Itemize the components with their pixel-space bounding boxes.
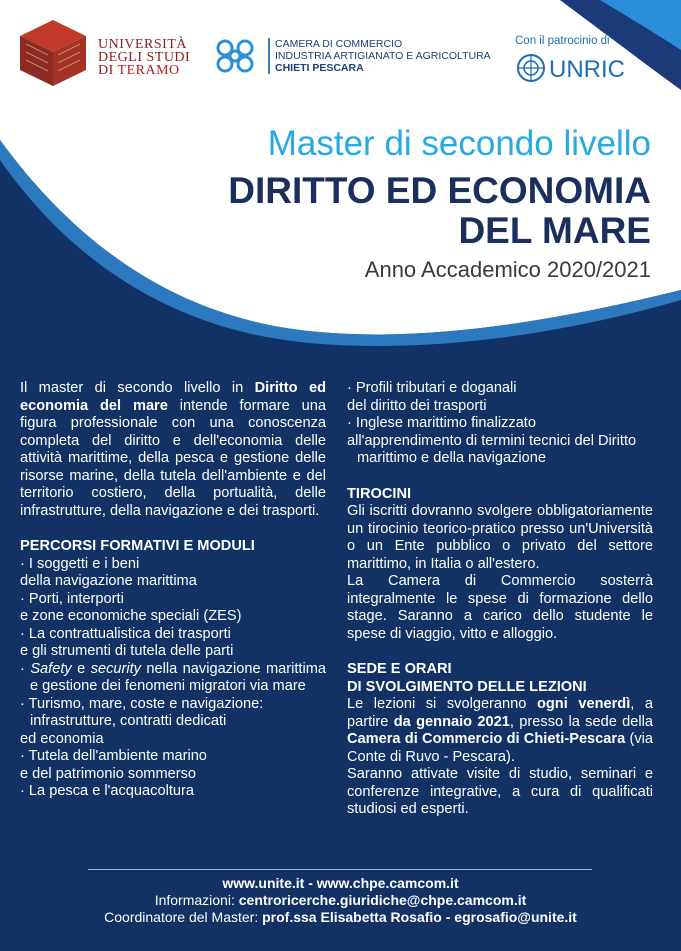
sede-heading bbox=[347, 661, 653, 696]
module-item bbox=[347, 415, 653, 468]
unite-cube-logo bbox=[18, 18, 88, 88]
unite-line1: UNIVERSITÀ bbox=[98, 37, 187, 52]
unric-text: UNRIC bbox=[549, 56, 625, 83]
safety-a: · bbox=[20, 660, 31, 677]
academic-year: Anno Accademico 2020/2021 bbox=[364, 257, 651, 282]
percorsi-heading: PERCORSI FORMATIVI E MODULI bbox=[20, 538, 255, 554]
unite-line3 bbox=[98, 64, 190, 77]
module-item-line2: del diritto dei trasporti bbox=[347, 397, 487, 414]
intro-paragraph bbox=[20, 380, 326, 520]
safety-c: e bbox=[71, 660, 91, 677]
sede-paragraph bbox=[347, 696, 653, 766]
module-item bbox=[20, 748, 326, 783]
module-item-line1: · La contrattualistica dei trasporti bbox=[20, 625, 231, 642]
module-item-line1: · Profili tributari e doganali bbox=[347, 380, 517, 396]
module-item-line1: · Porti, interporti bbox=[20, 590, 124, 607]
title-block bbox=[91, 125, 651, 283]
footer-coordinator bbox=[0, 909, 681, 926]
chpe-line1: CAMERA DI COMMERCIO bbox=[275, 38, 403, 50]
tirocini-p1: Gli iscritti dovranno svolgere obbligatoriamente un tirocinio teorico-pratico presso un'Università o un Ente pubblico o privato del settore marittimo, in Italia o all'estero. bbox=[347, 503, 653, 572]
module-item-line2: all'apprendimento di termini tecnici del Diritto marittimo e della navigazione bbox=[347, 432, 637, 466]
module-item-line2: ed economia bbox=[20, 730, 104, 747]
module-item bbox=[20, 783, 326, 801]
sede-heading-line1: SEDE E ORARI bbox=[347, 661, 452, 677]
tirocini-p2: La Camera di Commercio sosterrà integralmente le spese di formazione dello stage. Saranno a carico dello studente le spese di viaggio, vitto e alloggio. bbox=[347, 573, 653, 642]
intro-a: Il master di secondo livello in bbox=[20, 380, 255, 396]
module-item-line2: e del patrimonio sommerso bbox=[20, 765, 197, 782]
module-item-line1: · Inglese marittimo finalizzato bbox=[347, 415, 536, 431]
sede-p2: Saranno attivate visite di studio, seminari e conferenze integrative, a cura di qualificati studiosi ed esperti. bbox=[347, 766, 653, 817]
patrocinio-label: Con il patrocinio di bbox=[515, 35, 610, 47]
chpe-line3-text: CHIETI PESCARA bbox=[275, 62, 364, 74]
safety-e: nella navigazione marittima e gestione dei fenomeni migratori via mare bbox=[30, 660, 327, 694]
module-item bbox=[347, 380, 653, 415]
module-item bbox=[20, 556, 326, 591]
info-email-link[interactable]: centroricerche.giuridiche@chpe.camcom.it bbox=[238, 892, 527, 908]
unite-line3-b: TERAMO bbox=[117, 63, 180, 78]
module-item bbox=[20, 626, 326, 661]
left-column bbox=[20, 380, 326, 801]
title-main-line2: DEL MARE bbox=[458, 210, 651, 251]
footer-divider bbox=[88, 869, 592, 870]
footer-info bbox=[0, 892, 681, 909]
title-main bbox=[91, 171, 651, 251]
chpe-line3 bbox=[275, 62, 491, 74]
module-item-line1: · La pesca e l'acquacoltura bbox=[20, 783, 194, 799]
right-column bbox=[347, 380, 653, 819]
tirocini-heading: TIROCINI bbox=[347, 485, 412, 502]
module-item-line2: e gli strumenti di tutela delle parti bbox=[20, 643, 234, 659]
sede-g: (via Conte di Ruvo - Pescara). bbox=[347, 731, 653, 765]
unric-logo bbox=[515, 50, 625, 86]
module-item-line1: · Tutela dell'ambiente marino bbox=[20, 748, 207, 764]
coord-label: Coordinatore del Master: bbox=[104, 909, 263, 925]
footer bbox=[0, 875, 681, 926]
sede-b: ogni venerdì bbox=[536, 696, 631, 712]
sede-heading-line2: DI SVOLGIMENTO DELLE LEZIONI bbox=[347, 678, 587, 695]
safety-d: security bbox=[90, 660, 141, 677]
module-item-line1: · Turismo, mare, coste e navigazione: infrastrutture, contratti dedicati bbox=[20, 695, 264, 729]
sede-c: , a partire bbox=[347, 696, 654, 730]
info-label: Informazioni: bbox=[154, 892, 239, 908]
unite-line3-a: DI bbox=[98, 63, 118, 78]
title-main-line1: DIRITTO ED ECONOMIA bbox=[228, 170, 651, 211]
title-subtitle: Master di secondo livello bbox=[267, 124, 651, 163]
chpe-line2: INDUSTRIA ARTIGIANATO E AGRICOLTURA bbox=[275, 50, 491, 62]
sede-f: Camera di Commercio di Chieti-Pescara bbox=[347, 731, 626, 747]
chpe-wordmark bbox=[268, 38, 491, 74]
sede-d: da gennaio 2021 bbox=[393, 713, 510, 730]
sede-a: Le lezioni si svolgeranno bbox=[347, 696, 537, 712]
module-item-line1: · I soggetti e i beni bbox=[20, 555, 140, 572]
logo-row bbox=[18, 12, 668, 92]
coord-name[interactable]: prof.ssa Elisabetta Rosafio - egrosafio@unite.it bbox=[262, 909, 577, 925]
module-item-safety bbox=[20, 661, 326, 696]
module-item bbox=[20, 591, 326, 626]
chpe-knot-icon bbox=[213, 36, 257, 76]
unite-line2: DEGLI STUDI bbox=[98, 50, 191, 65]
safety-b: Safety bbox=[30, 660, 72, 677]
unite-wordmark bbox=[98, 38, 190, 77]
footer-sites-text[interactable]: www.unite.it - www.chpe.camcom.it bbox=[222, 875, 459, 891]
module-item bbox=[20, 696, 326, 749]
sede-e: , presso la sede della bbox=[509, 713, 654, 730]
intro-c: intende formare una figura professionale con una conoscenza completa del diritto e dell'economia delle attività marittime, della pesca e gestione delle risorse marine, della tutela dell'ambiente e del territorio costiero, della portualità, delle infrastrutture, della navigazione e dei trasporti. bbox=[20, 397, 326, 519]
module-item-line2: e zone economiche speciali (ZES) bbox=[20, 608, 242, 624]
intro-b: Diritto ed economia del mare bbox=[20, 380, 326, 414]
module-item-line2: della navigazione marittima bbox=[20, 573, 197, 589]
footer-sites[interactable] bbox=[0, 875, 681, 892]
